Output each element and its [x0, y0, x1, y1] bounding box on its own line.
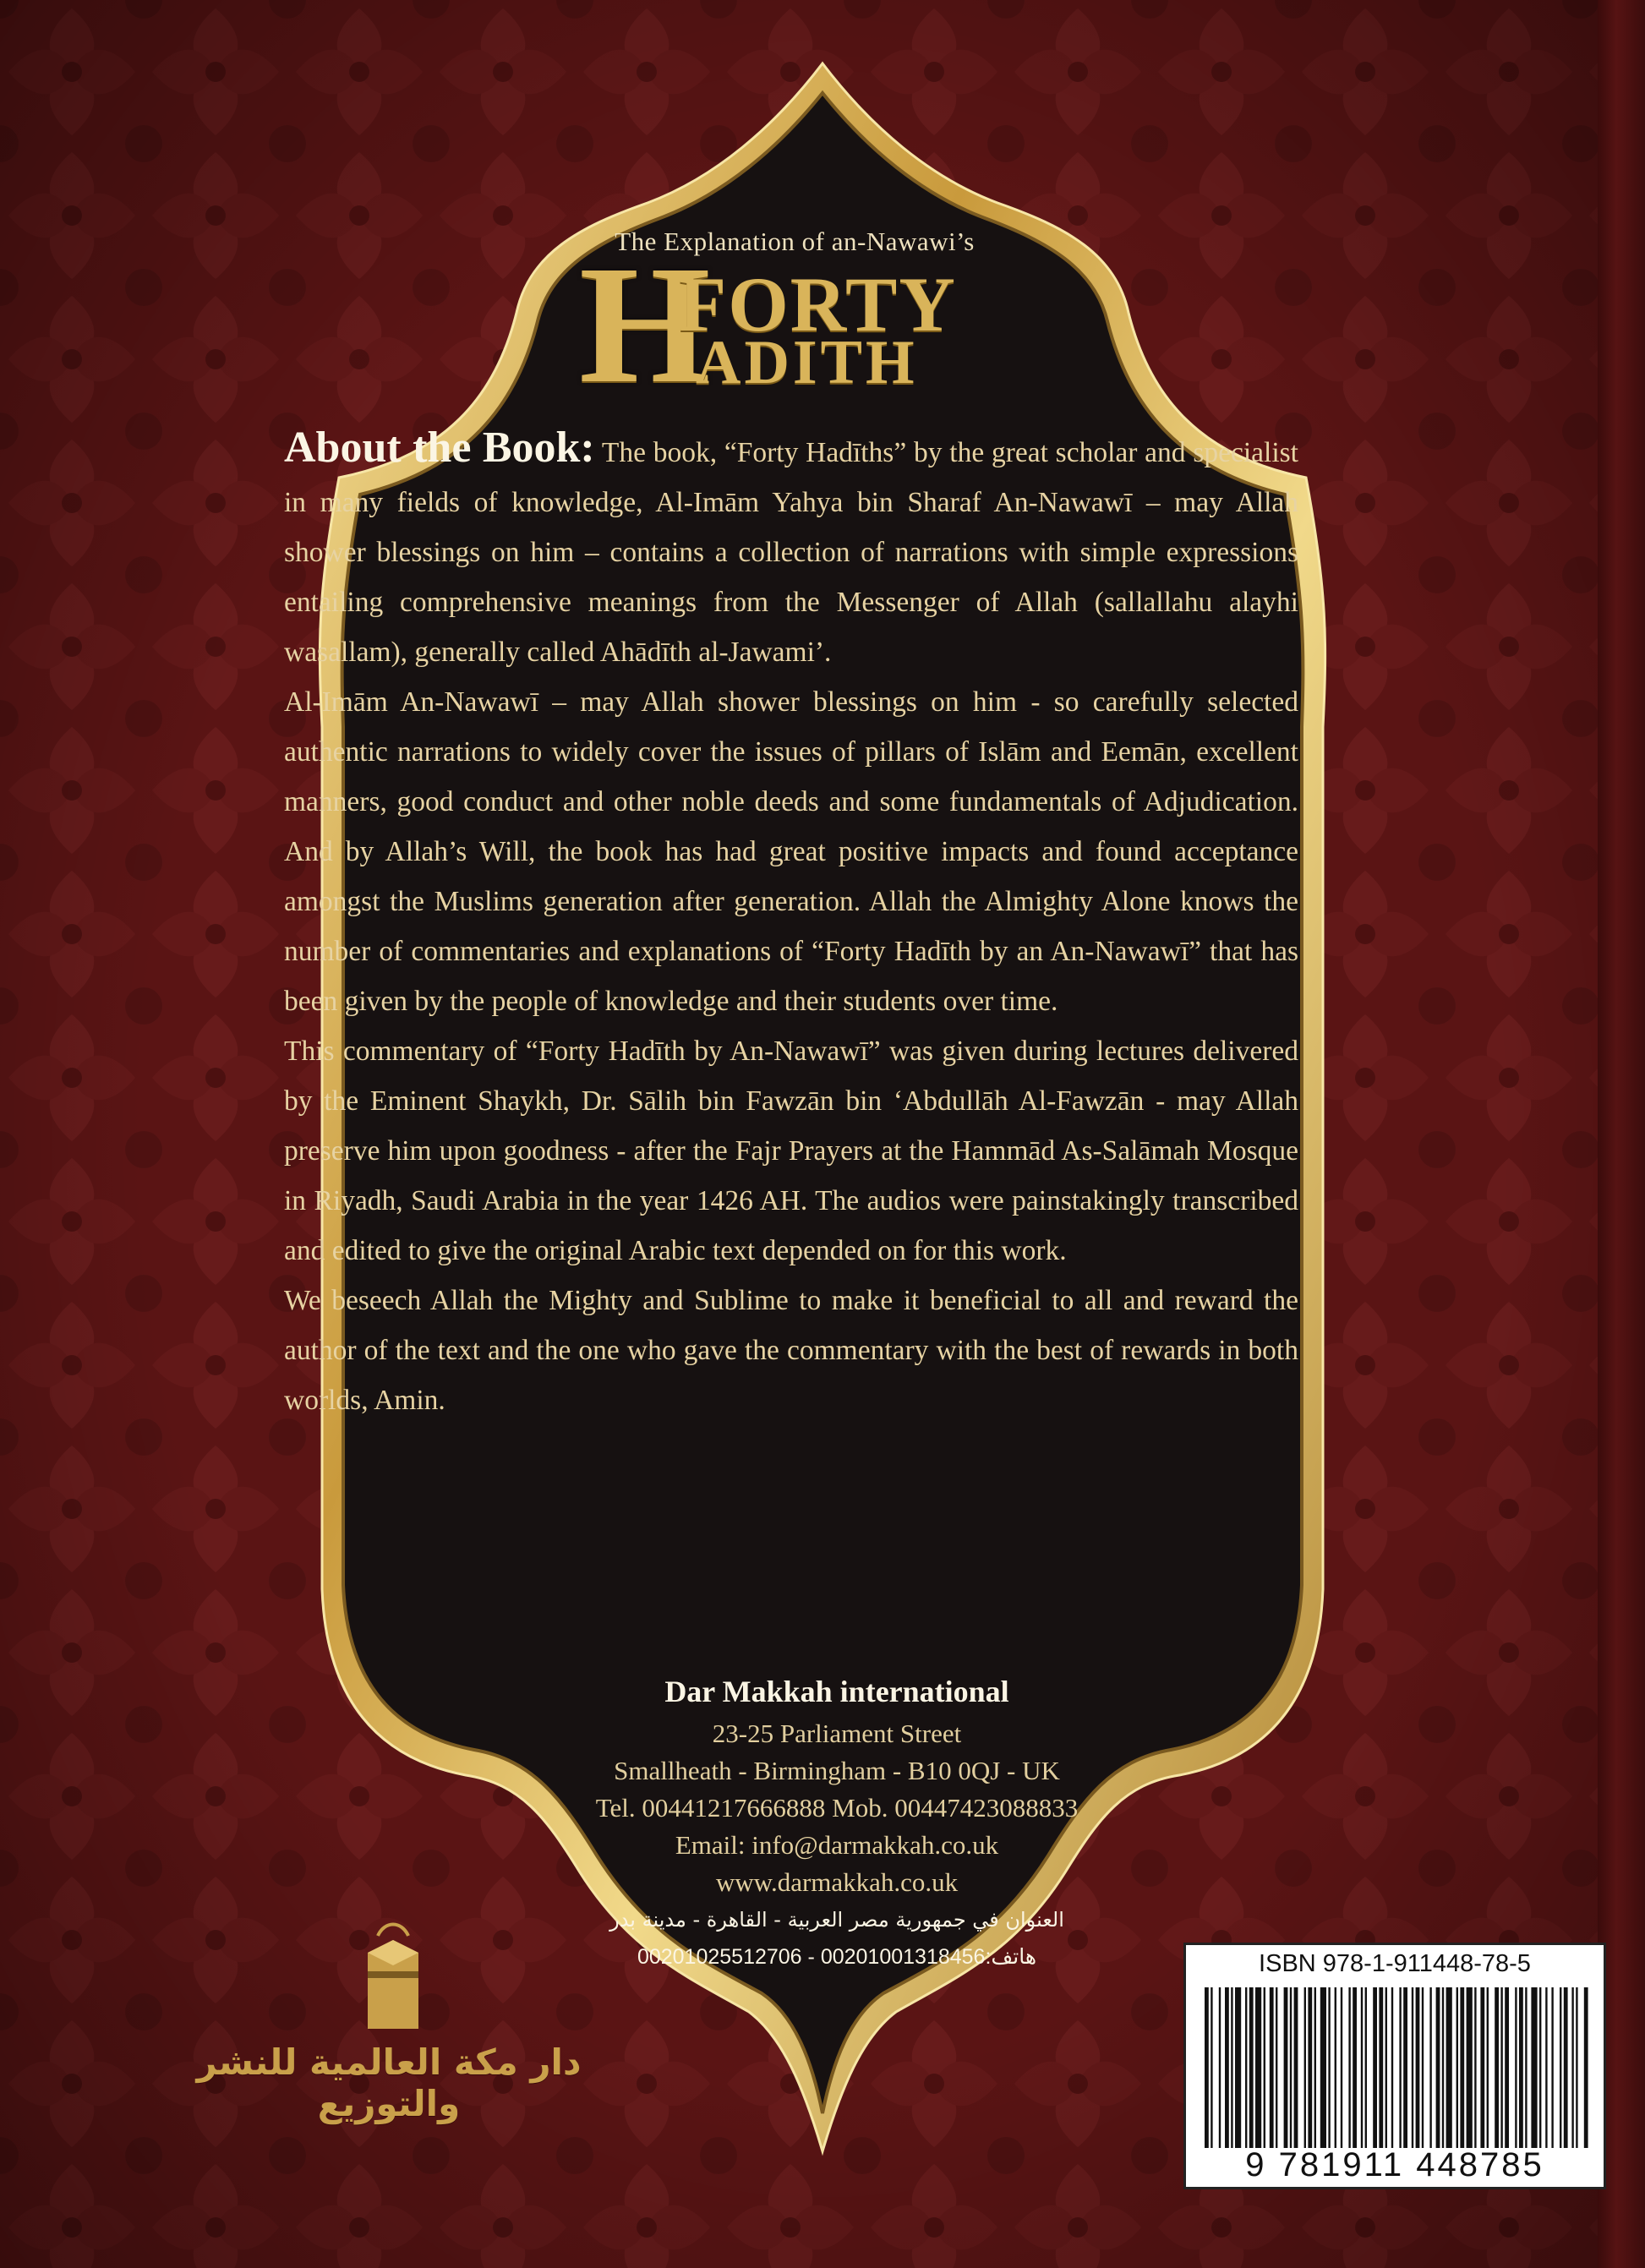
- barcode-bar: [1436, 1987, 1440, 2148]
- publisher-info: [473, 1668, 1200, 1976]
- publisher-address-street: 23-25 Parliament Street: [712, 1719, 962, 1748]
- barcode-bar: [1467, 1987, 1473, 2148]
- barcode-bar: [1379, 1987, 1383, 2148]
- barcode-bar: [1348, 1987, 1350, 2148]
- barcode-bar: [1422, 1987, 1424, 2148]
- book-spine-edge: [1598, 0, 1645, 2268]
- barcode-bar: [1487, 1987, 1489, 2148]
- barcode-bar: [1365, 1987, 1367, 2148]
- book-subtitle: The Explanation of an-Nawawi’s: [615, 227, 975, 256]
- barcode-bar: [1560, 1987, 1561, 2148]
- barcode-bar: [1571, 1987, 1573, 2148]
- barcode-bar: [1480, 1987, 1484, 2148]
- publisher-website: www.darmakkah.co.uk: [715, 1867, 959, 1897]
- kaaba-icon: [359, 1919, 427, 2041]
- isbn-barcode-box: [1183, 1943, 1606, 2189]
- isbn-digits: 9 781911 448785: [1245, 2146, 1544, 2183]
- barcode-bar: [1551, 1987, 1553, 2148]
- barcode-bar: [1205, 1987, 1209, 2148]
- barcode-bar: [1474, 1987, 1476, 2148]
- barcode-bar: [1515, 1987, 1517, 2148]
- barcode-bar: [1335, 1987, 1336, 2148]
- publisher-name: Dar Makkah international: [664, 1675, 1009, 1708]
- barcode-bar: [1446, 1987, 1452, 2148]
- about-paragraph-1: [284, 423, 1298, 677]
- barcode-bar: [1249, 1987, 1254, 2148]
- barcode-bar: [1314, 1987, 1316, 2148]
- publisher-logo-arabic: دار مكة العالمية للنشر والتوزيع: [196, 2041, 582, 2124]
- title-forty: FORTY: [679, 261, 957, 347]
- barcode-bar: [1391, 1987, 1393, 2148]
- barcode-bar: [1353, 1987, 1357, 2148]
- barcode-bar: [1429, 1987, 1431, 2148]
- barcode-bar: [1290, 1987, 1292, 2148]
- about-paragraph-3: This commentary of “Forty Hadīth by An-Nawawī” was given during lectures delivered by the Eminent Shaykh, Dr. Sālih bin Fawzān bin ‘Abdullāh Al-Fawzān - may Allah preserve him upon goodness - after the Fajr Prayers at the Hammād As-Salāmah Mosque in Riyadh, Saudi Arabia in the year 1426 AH. The audios were painstakingly transcribed and edited to give the original Arabic text depended on for this work.: [284, 1036, 1298, 1266]
- barcode-bar: [1442, 1987, 1444, 2148]
- barcode-bar: [1505, 1987, 1509, 2148]
- barcode-bar: [1231, 1987, 1232, 2148]
- barcode-bar: [1320, 1987, 1326, 2148]
- barcode-bar: [1539, 1987, 1541, 2148]
- isbn-label: ISBN 978-1-911448-78-5: [1259, 1950, 1531, 1977]
- publisher-phones: Tel. 00441217666888 Mob. 00447423088833: [595, 1793, 1079, 1823]
- barcode-bar: [1545, 1987, 1547, 2148]
- barcode-bar: [1416, 1987, 1420, 2148]
- about-paragraph-2: Al-Imām An-Nawawī – may Allah shower blessings on him - so carefully selected authentic narrations to widely cover the issues of pillars of Islām and Eemān, excellent manners, good conduct and other noble deeds and some fundamentals of Adjudication. And by Allah’s Will, the book has had great positive impacts and found acceptance amongst the Muslims generation after generation. Allah the Almighty Alone knows the number of commentaries and explanations of “Forty Hadīth by an An-Nawawī” that has been given by the people of knowledge and their students over time.: [284, 686, 1298, 1017]
- barcode-bar: [1531, 1987, 1537, 2148]
- barcode-bar: [1460, 1987, 1464, 2148]
- barcode-bar: [1412, 1987, 1413, 2148]
- barcode-bar: [1245, 1987, 1247, 2148]
- barcode: [1201, 1987, 1592, 2148]
- publisher-address-city: Smallheath - Birmingham - B10 0QJ - UK: [614, 1756, 1060, 1785]
- publisher-email: Email: info@darmakkah.co.uk: [675, 1830, 999, 1860]
- barcode-bar: [1361, 1987, 1363, 2148]
- barcode-bar: [1270, 1987, 1274, 2148]
- barcode-bar: [1304, 1987, 1306, 2148]
- barcode-bar: [1328, 1987, 1330, 2148]
- barcode-bar: [1308, 1987, 1312, 2148]
- barcode-bar: [1255, 1987, 1261, 2148]
- barcode-bar: [1284, 1987, 1288, 2148]
- title-adith: ADITH: [696, 328, 918, 397]
- barcode-bar: [1385, 1987, 1387, 2148]
- barcode-bar: [1235, 1987, 1241, 2148]
- about-the-book: [284, 423, 1298, 1425]
- barcode-bar: [1219, 1987, 1221, 2148]
- about-heading: About the Book:: [284, 424, 595, 472]
- barcode-bar: [1584, 1987, 1588, 2148]
- barcode-bar: [1403, 1987, 1407, 2148]
- barcode-bar: [1399, 1987, 1401, 2148]
- barcode-bar: [1294, 1987, 1298, 2148]
- barcode-bar: [1456, 1987, 1458, 2148]
- publisher-arabic-phones: هاتف:00201001318456 - 00201025512706: [637, 1945, 1037, 1969]
- barcode-bar: [1225, 1987, 1229, 2148]
- about-paragraph-4: We beseech Allah the Mighty and Sublime to make it beneficial to all and reward the author of the text and the one who gave the commentary with the best of rewards in both worlds, Amin.: [284, 1285, 1298, 1416]
- barcode-bar: [1276, 1987, 1277, 2148]
- title-initial-h: H: [579, 232, 711, 418]
- barcode-bar: [1373, 1987, 1377, 2148]
- barcode-bar: [1500, 1987, 1502, 2148]
- barcode-bar: [1564, 1987, 1568, 2148]
- barcode-bar: [1211, 1987, 1212, 2148]
- barcode-bar: [1264, 1987, 1265, 2148]
- barcode-bar: [1495, 1987, 1499, 2148]
- barcode-bar: [1576, 1987, 1577, 2148]
- publisher-arabic-address: العنوان في جمهورية مصر العربية - القاهرة - مدينة بدر: [609, 1908, 1064, 1932]
- barcode-bar: [1525, 1987, 1527, 2148]
- about-text-1: The book, “Forty Hadīths” by the great scholar and specialist in many fields of knowledge, Al-Imām Yahya bin Sharaf An-Nawawī – may Allah shower blessings on him – contains a collection of narrations with simple expressions entailing comprehensive meanings from the Messenger of Allah (sallallahu alayhi wasallam), generally called Ahādīth al-Jawami’.: [284, 437, 1298, 668]
- barcode-bar: [1341, 1987, 1342, 2148]
- barcode-bar: [1519, 1987, 1523, 2148]
